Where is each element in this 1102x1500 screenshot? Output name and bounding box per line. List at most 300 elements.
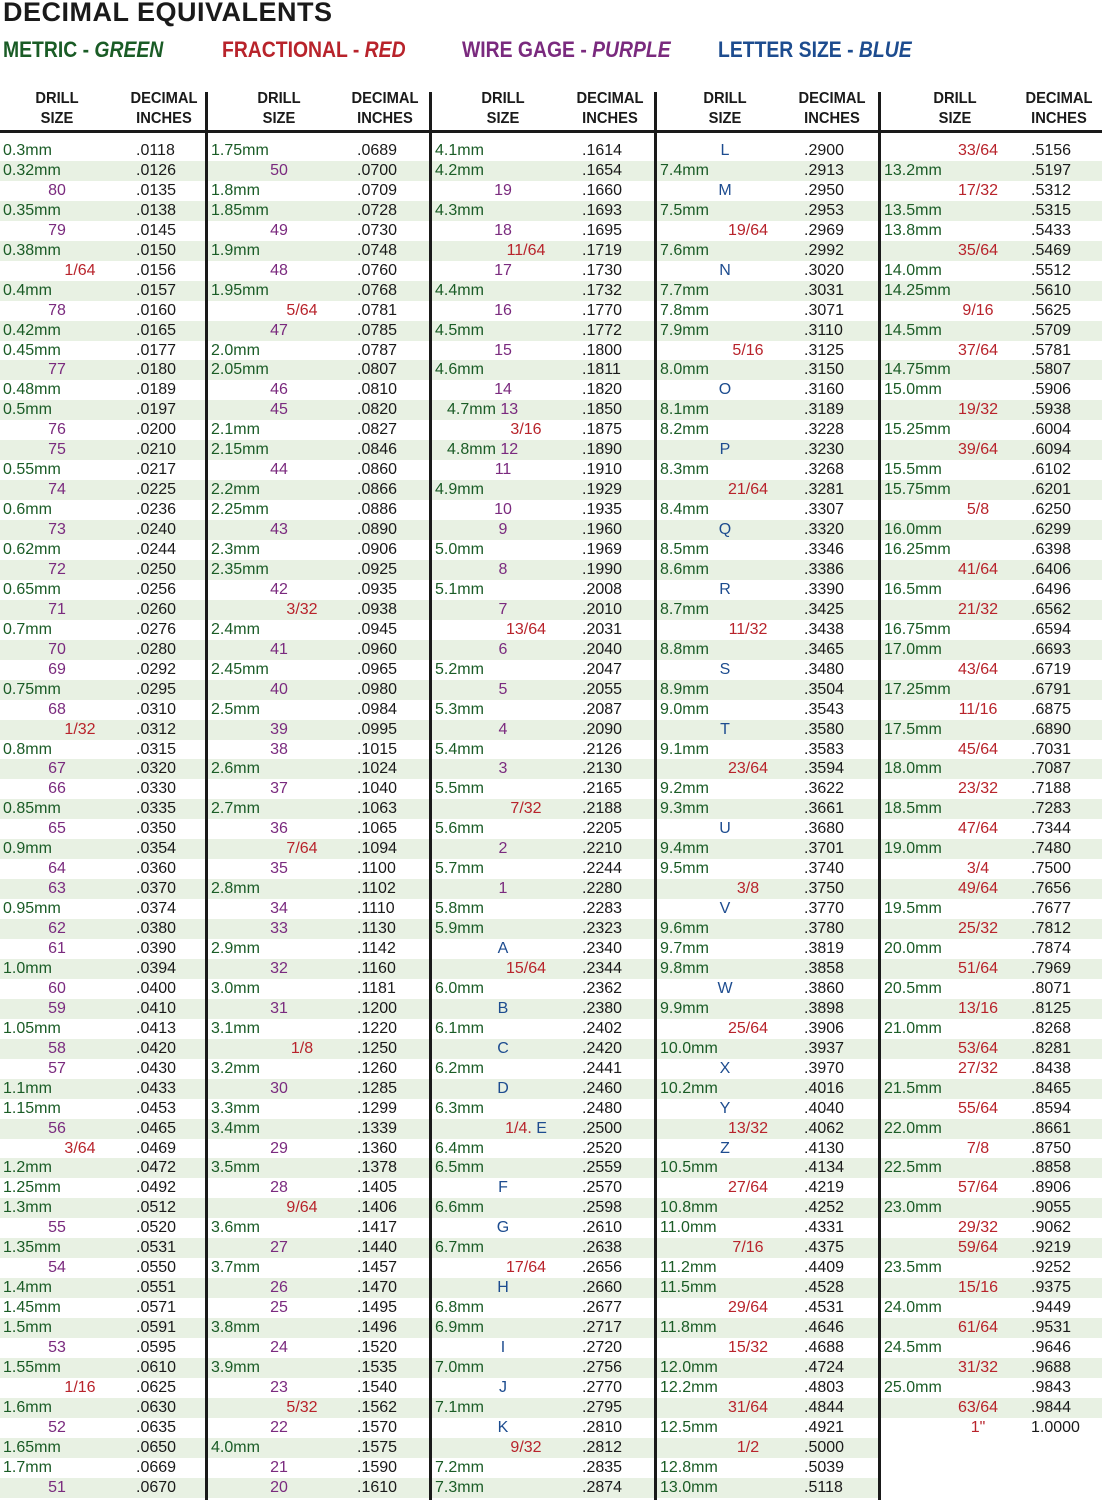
metric-size: 3.8mm	[211, 1319, 260, 1337]
decimal-inches-value: .5118	[804, 1478, 843, 1496]
table-row	[881, 660, 1102, 680]
table-row	[881, 859, 1102, 879]
metric-size: 12.8mm	[660, 1458, 718, 1476]
drill-size	[660, 1158, 718, 1178]
wire-gage-size: 80	[48, 181, 66, 199]
decimal-inches-value: .4252	[804, 1199, 845, 1217]
decimal-inches-value: .5039	[804, 1458, 845, 1476]
decimal-inches-value: .6299	[1031, 521, 1072, 539]
decimal-inches-value: .2460	[582, 1079, 623, 1097]
drill-size	[435, 859, 484, 879]
table-row	[657, 141, 878, 161]
table-row	[881, 1158, 1102, 1178]
decimal-inches-value: .1990	[582, 560, 623, 578]
table-row	[881, 899, 1102, 919]
drill-size	[884, 620, 951, 640]
drill-size	[270, 1238, 288, 1258]
drill-size	[660, 839, 709, 859]
table-row	[0, 1198, 205, 1218]
drill-size	[48, 1478, 66, 1498]
table-row	[657, 1099, 878, 1119]
metric-size: 9.7mm	[660, 940, 709, 957]
decimal-inches-value: .8465	[1031, 1079, 1072, 1097]
drill-size	[48, 879, 66, 899]
table-row	[881, 879, 1102, 899]
drill-size	[660, 420, 709, 440]
drill-size	[211, 799, 260, 819]
table-row	[0, 1278, 205, 1298]
drill-size	[510, 799, 541, 819]
table-row	[657, 380, 878, 400]
table-row	[208, 1298, 429, 1318]
metric-size: 14.5mm	[884, 321, 942, 339]
drill-size	[435, 819, 484, 839]
drill-size	[958, 440, 998, 460]
table-row	[881, 1298, 1102, 1318]
decimal-inches-value: .4130	[804, 1139, 845, 1157]
drill-size	[958, 241, 998, 261]
drill-size	[884, 839, 942, 859]
drill-size	[494, 221, 512, 241]
decimal-inches-value: .1065	[357, 820, 398, 838]
drill-size	[435, 1019, 484, 1039]
decimal-inches-value: .2717	[582, 1319, 623, 1337]
decimal-inches-value: .0150	[136, 241, 177, 259]
wire-gage-size: 42	[270, 580, 288, 598]
drill-size	[270, 520, 288, 540]
wire-gage-size: 51	[48, 1478, 66, 1496]
table-row	[208, 879, 429, 899]
table-row	[881, 480, 1102, 500]
drill-size	[958, 999, 998, 1019]
wire-gage-size: 74	[48, 481, 66, 499]
wire-gage-size: 20	[270, 1478, 288, 1496]
drill-size	[499, 879, 508, 899]
decimal-inches-value: .0935	[357, 580, 398, 598]
table-row	[657, 640, 878, 660]
table-row	[881, 560, 1102, 580]
drill-size	[286, 600, 317, 620]
table-row	[208, 1278, 429, 1298]
decimal-inches-value: .0995	[357, 720, 398, 738]
drill-size	[211, 1158, 260, 1178]
fractional-size: 23/32	[957, 780, 999, 798]
decimal-inches-value: .3031	[804, 281, 845, 299]
table-row	[881, 959, 1102, 979]
table-row	[432, 1318, 654, 1338]
table-row	[208, 1478, 429, 1498]
metric-size: 15.25mm	[884, 421, 951, 439]
drill-size	[958, 919, 998, 939]
drill-size	[435, 540, 484, 560]
table-row	[657, 799, 878, 819]
drill-size	[958, 1398, 998, 1418]
table-row	[432, 600, 654, 620]
drill-size	[3, 341, 61, 361]
fractional-size: 3/32	[286, 600, 318, 618]
fractional-size: 1/16	[64, 1378, 96, 1396]
drill-size	[510, 1438, 541, 1458]
decimal-inches-value: .2598	[582, 1199, 623, 1217]
drill-size	[660, 161, 709, 181]
fractional-size: 7/64	[286, 840, 318, 858]
decimal-inches-value: .6201	[1031, 481, 1072, 499]
decimal-inches-value: .1730	[582, 261, 623, 279]
decimal-inches-value: .3386	[804, 560, 845, 578]
decimal-inches-value: .1969	[582, 541, 623, 558]
decimal-inches-value: .4921	[804, 1418, 845, 1436]
metric-size: 22.0mm	[884, 1119, 942, 1137]
drill-size	[447, 440, 518, 460]
wire-gage-size: 57	[48, 1059, 66, 1077]
decimal-inches-value: .2559	[582, 1159, 623, 1177]
drill-size	[660, 1039, 718, 1059]
drill-size	[48, 1039, 66, 1059]
header-line: DRILL	[703, 90, 747, 107]
metric-size: 16.75mm	[884, 620, 951, 638]
wire-gage-size: 61	[48, 940, 66, 957]
decimal-inches-value: .0160	[136, 301, 177, 319]
wire-gage-size: 30	[270, 1079, 288, 1097]
table-row	[432, 540, 654, 560]
drill-size	[499, 600, 508, 620]
fractional-size: 17/64	[505, 1259, 547, 1277]
table-row	[0, 660, 205, 680]
table-row	[432, 1119, 654, 1139]
table-row	[0, 779, 205, 799]
drill-size	[435, 281, 484, 301]
metric-size: 5.1mm	[435, 580, 484, 598]
letter-size: I	[500, 1339, 506, 1356]
drill-size	[884, 460, 942, 480]
metric-size: 6.7mm	[435, 1239, 484, 1257]
table-row	[432, 1059, 654, 1079]
table-row	[657, 879, 878, 899]
header-decimal-inches	[1018, 89, 1101, 129]
table-row	[881, 500, 1102, 520]
table-row	[657, 560, 878, 580]
drill-size	[958, 560, 998, 580]
decimal-inches-value: .6719	[1031, 660, 1072, 678]
table-row	[208, 1218, 429, 1238]
drill-size	[48, 779, 66, 799]
table-row	[881, 759, 1102, 779]
decimal-inches-value: .2090	[582, 720, 623, 738]
decimal-inches-value: .2340	[582, 940, 623, 957]
drill-size	[435, 1238, 484, 1258]
decimal-inches-value: .3189	[804, 401, 845, 419]
table-row	[0, 420, 205, 440]
metric-size: 17.5mm	[884, 720, 942, 738]
metric-size: 18.5mm	[884, 800, 942, 818]
table-row	[0, 1039, 205, 1059]
decimal-inches-value: .3228	[804, 421, 845, 439]
table-row	[208, 1318, 429, 1338]
table-row	[0, 1458, 205, 1478]
table-row	[881, 221, 1102, 241]
metric-size: 10.2mm	[660, 1079, 718, 1097]
table-row	[881, 1019, 1102, 1039]
table-row	[208, 221, 429, 241]
drill-size	[660, 1198, 718, 1218]
metric-size: 2.7mm	[211, 800, 260, 818]
wire-gage-size: 69	[48, 660, 66, 678]
drill-size	[270, 959, 288, 979]
letter-size: S	[719, 660, 731, 678]
fractional-size: 9/64	[286, 1199, 318, 1217]
decimal-inches-value: .0984	[357, 700, 398, 718]
metric-size: 8.5mm	[660, 541, 709, 558]
decimal-inches-value: .1260	[357, 1059, 398, 1077]
metric-size: 3.3mm	[211, 1099, 260, 1117]
table-row	[432, 221, 654, 241]
metric-size: 1.55mm	[3, 1358, 61, 1376]
table-row	[881, 620, 1102, 640]
decimal-inches-value: .5312	[1031, 181, 1072, 199]
table-row	[0, 1418, 205, 1438]
metric-size: 15.5mm	[884, 461, 942, 479]
drill-size	[884, 899, 942, 919]
drill-size	[958, 1039, 998, 1059]
fractional-size: 1/32	[64, 720, 96, 738]
drill-size	[497, 1079, 509, 1099]
table-row	[881, 1318, 1102, 1338]
drill-size	[211, 560, 269, 580]
drill-size	[660, 1378, 718, 1398]
table-row	[657, 700, 878, 720]
table-row	[208, 1039, 429, 1059]
drill-size	[211, 141, 269, 161]
decimal-inches-value: .1181	[357, 979, 396, 997]
decimal-inches-value: .6562	[1031, 600, 1072, 618]
wire-gage-size: 53	[48, 1339, 66, 1356]
decimal-inches-value: .0465	[136, 1119, 177, 1137]
wire-gage-size: 23	[270, 1378, 288, 1396]
drill-size	[270, 779, 288, 799]
fractional-size: 57/64	[957, 1179, 999, 1197]
metric-size: 5.9mm	[435, 920, 484, 938]
drill-size	[211, 979, 260, 999]
drill-size	[211, 1019, 260, 1039]
table-row	[881, 779, 1102, 799]
decimal-inches-value: .0689	[357, 142, 398, 159]
metric-size: 7.3mm	[435, 1478, 484, 1496]
table-row	[0, 1318, 205, 1338]
legend-color-name: RED	[364, 37, 406, 62]
table-row	[0, 540, 205, 560]
wire-gage-size: 77	[48, 361, 66, 379]
decimal-inches-value: .5906	[1031, 381, 1072, 399]
table-row	[657, 1039, 878, 1059]
decimal-inches-value: .1100	[357, 860, 396, 878]
table-row	[432, 560, 654, 580]
metric-size: 0.65mm	[3, 580, 61, 598]
decimal-inches-value: .0945	[357, 620, 398, 638]
wire-gage-size: 76	[48, 421, 66, 439]
metric-size: 20.0mm	[884, 940, 942, 957]
drill-size	[48, 480, 66, 500]
table-row	[881, 1398, 1102, 1418]
drill-size	[660, 700, 709, 720]
metric-size: 11.8mm	[660, 1319, 717, 1337]
metric-size: 21.5mm	[884, 1079, 942, 1097]
table-row	[657, 1238, 878, 1258]
decimal-inches-value: .0276	[136, 620, 177, 638]
decimal-inches-value: .0551	[136, 1279, 177, 1297]
fractional-size: 31/32	[957, 1358, 999, 1376]
table-row	[657, 1139, 878, 1159]
table-row	[432, 660, 654, 680]
table-row	[0, 959, 205, 979]
decimal-inches-value: .0370	[136, 880, 177, 898]
drill-size	[958, 1358, 998, 1378]
decimal-inches-value: .6496	[1031, 580, 1072, 598]
drill-size	[48, 1059, 66, 1079]
table-row	[208, 380, 429, 400]
metric-size: 13.8mm	[884, 221, 942, 239]
table-row	[432, 1039, 654, 1059]
metric-size: 11.2mm	[660, 1259, 717, 1277]
decimal-inches-value: .4528	[804, 1279, 845, 1297]
decimal-inches-value: .6875	[1031, 700, 1072, 718]
table-row	[208, 321, 429, 341]
drill-size	[884, 221, 942, 241]
metric-size: 1.6mm	[3, 1398, 52, 1416]
metric-size: 23.5mm	[884, 1259, 942, 1277]
decimal-inches-value: .0315	[136, 740, 177, 758]
decimal-inches-value: .8125	[1031, 999, 1072, 1017]
table-row	[657, 341, 878, 361]
wire-gage-size: 64	[48, 860, 66, 878]
metric-size: 2.0mm	[211, 341, 260, 359]
drill-size	[507, 241, 546, 261]
decimal-inches-value: .7500	[1031, 860, 1072, 878]
table-row	[0, 181, 205, 201]
decimal-inches-value: .9531	[1031, 1319, 1072, 1337]
table-row	[0, 1478, 205, 1498]
decimal-inches-value: .1575	[357, 1438, 398, 1456]
drill-size	[211, 540, 260, 560]
table-row	[208, 1398, 429, 1418]
letter-size: D	[497, 1079, 509, 1097]
fractional-size: 51/64	[957, 959, 999, 977]
table-row	[881, 1178, 1102, 1198]
table-row	[208, 1378, 429, 1398]
drill-size	[48, 301, 66, 321]
table-row	[432, 261, 654, 281]
decimal-inches-value: .0225	[136, 481, 177, 499]
drill-size	[959, 700, 998, 720]
drill-size	[3, 141, 52, 161]
header-line: DECIMAL	[798, 90, 866, 107]
drill-size	[435, 201, 484, 221]
drill-size	[884, 720, 942, 740]
decimal-inches-value: .1063	[357, 800, 398, 818]
header-drill-size	[16, 89, 99, 129]
drill-size	[3, 380, 61, 400]
table-row	[432, 281, 654, 301]
fractional-size: 23/64	[727, 760, 769, 778]
metric-size: 10.5mm	[660, 1159, 718, 1177]
drill-size	[498, 1178, 508, 1198]
letter-size: M	[718, 181, 732, 199]
drill-size	[498, 939, 509, 959]
table-row	[432, 819, 654, 839]
table-row	[432, 360, 654, 380]
metric-size: 23.0mm	[884, 1199, 942, 1217]
drill-size	[494, 341, 512, 361]
table-row	[208, 580, 429, 600]
table-row	[208, 560, 429, 580]
metric-size: 21.0mm	[884, 1019, 942, 1037]
metric-size: 2.15mm	[211, 441, 269, 459]
table-row	[881, 979, 1102, 999]
decimal-inches-value: .0886	[357, 501, 398, 519]
decimal-inches-value: .4531	[804, 1299, 845, 1317]
drill-size	[3, 400, 52, 420]
drill-size	[660, 1478, 718, 1498]
decimal-inches-value: .7677	[1031, 900, 1072, 918]
decimal-inches-value: .1495	[357, 1299, 398, 1317]
metric-size: 0.85mm	[3, 800, 61, 818]
table-row	[208, 1338, 429, 1358]
wire-gage-size: 62	[48, 920, 66, 938]
decimal-inches-value: .2441	[582, 1059, 623, 1077]
drill-size	[435, 1298, 484, 1318]
decimal-inches-value: .2055	[582, 680, 623, 698]
decimal-inches-value: .1935	[582, 501, 623, 519]
decimal-inches-value: .0591	[136, 1319, 177, 1337]
drill-size	[884, 201, 942, 221]
fractional-size: 45/64	[957, 740, 999, 758]
wire-gage-size: 54	[48, 1259, 66, 1277]
letter-size: W	[717, 979, 733, 997]
drill-size	[660, 1278, 717, 1298]
table-row	[432, 1139, 654, 1159]
drill-size	[211, 341, 260, 361]
metric-size: 14.75mm	[884, 361, 951, 379]
metric-size: 17.0mm	[884, 640, 942, 658]
decimal-inches-value: .0330	[136, 780, 177, 798]
decimal-inches-value: .0650	[136, 1438, 177, 1456]
drill-size	[435, 1139, 484, 1159]
fractional-size: 5/8	[966, 501, 990, 519]
table-row	[0, 520, 205, 540]
table-row	[657, 1338, 878, 1358]
wire-gage-size: 10	[494, 501, 512, 519]
drill-size	[3, 161, 61, 181]
metric-size: 9.0mm	[660, 700, 709, 718]
table-row	[208, 261, 429, 281]
drill-size	[435, 1059, 484, 1079]
decimal-inches-value: .0768	[357, 281, 398, 299]
decimal-inches-value: .1850	[582, 401, 623, 419]
fractional-size: 9/32	[510, 1438, 542, 1456]
drill-size	[3, 201, 61, 221]
metric-size: 1.45mm	[3, 1299, 61, 1317]
wire-gage-size: 66	[48, 780, 66, 798]
table-row	[881, 380, 1102, 400]
drill-size	[884, 161, 942, 181]
decimal-inches-value: .2205	[582, 820, 623, 838]
table-row	[432, 1238, 654, 1258]
drill-size	[270, 740, 288, 760]
table-row	[0, 261, 205, 281]
table-row	[432, 879, 654, 899]
decimal-inches-value: .3125	[804, 341, 845, 359]
fractional-size: 35/64	[957, 241, 999, 259]
table-row	[657, 161, 878, 181]
